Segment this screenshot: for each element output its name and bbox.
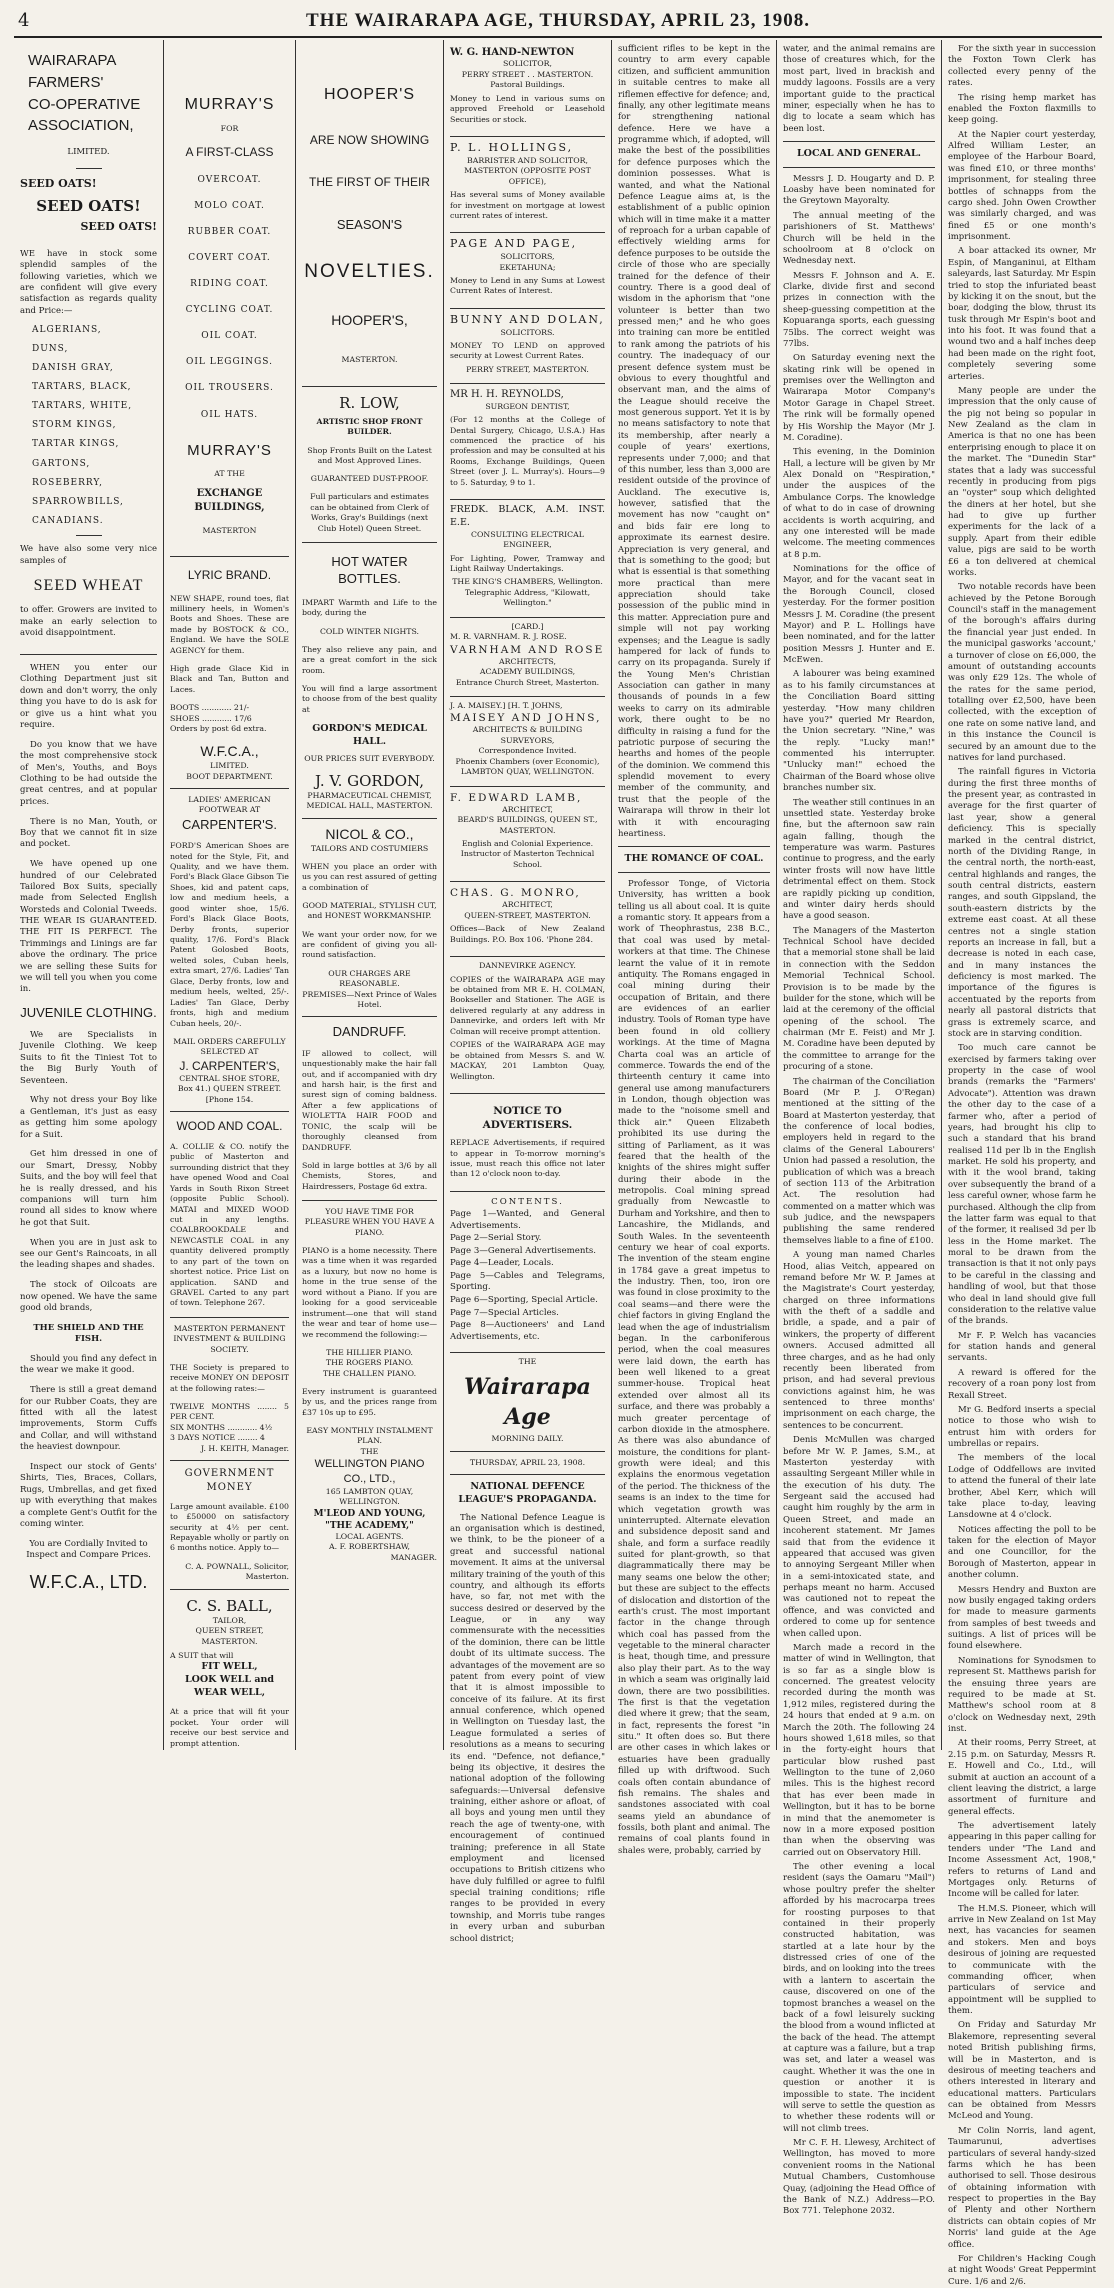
wairarapa-age-title: Wairarapa Age	[464, 1374, 591, 1430]
wheat-body: to offer. Growers are invited to make an early selection to avoid disappointment.	[20, 605, 157, 639]
local-paragraph: The Managers of the Masterton Technical School have decided that a memorial stone shall be laid in connection with the Seddon Memorial Technical School. Provision is to be made by the builder for the stone, which will be laid at the ceremony of the official opening of the school. The chairman (Mr E. Feist) and Mr J. M. Coradine have been deputed by the committee to arrange for the procuring of a stone.	[783, 925, 935, 1073]
org-line-3: CO-OPERATIVE	[28, 95, 141, 113]
news-paragraph: The advertisement lately appearing in this paper calling for tenders under "The Land and Income Assessment Act, 1908," refers to returns of Land and Mortgages only. Returns of Income will be called for later.	[948, 1821, 1096, 1900]
divider	[618, 872, 770, 873]
news-paragraph: The rising hemp market has enabled the Foxton flaxmills to keep going.	[948, 92, 1096, 126]
engineer: CONSULTING ELECTRICAL ENGINEER,	[471, 529, 584, 550]
contents-item: Page 4—Leader, Locals.	[450, 1258, 554, 1269]
dannevirke: DANNEVIRKE AGENCY.	[479, 961, 576, 971]
news-paragraph: At their rooms, Perry Street, at 2.15 p.m. on Saturday, Messrs R. E. Howell and Co., Ltd., will submit at auction an account of a client leaving the district, a large assortment of furniture and general effects.	[948, 1738, 1096, 1817]
lyric-body-2: High grade Glace Kid in Black and Tan, Button and Laces.	[170, 663, 289, 694]
hw-body: IMPART Warmth and Life to the body, during the	[302, 597, 437, 618]
copies-1: COPIES of the WAIRARAPA AGE may be obtained from MR E. H. COLMAN, Bookseller and Stationer. The AGE is delivered regularly at any address in Dannevirke, and orders left with Mr Colman will receive prompt attention.	[450, 974, 605, 1036]
news-paragraph: A reward is offered for the recovery of a roan pony lost from Rexall Street.	[948, 1367, 1096, 1401]
org-line-4: ASSOCIATION,	[28, 117, 134, 135]
coat-item: OVERCOAT.	[197, 175, 262, 186]
ad-hollings	[450, 136, 605, 226]
dust-proof: GUARANTEED DUST-PROOF.	[310, 474, 429, 484]
variety: CANADIANS.	[32, 515, 104, 526]
jcarpenters: J. CARPENTER'S,	[179, 1058, 280, 1073]
limited: LIMITED.	[67, 147, 110, 157]
masterton-label: MASTERTON	[202, 526, 257, 536]
now-showing: ARE NOW SHOWING	[309, 132, 430, 147]
coat-item: CYCLING COAT.	[185, 305, 274, 316]
local-paragraph: This evening, in the Dominion Hall, a lecture will be given by Mr Alex Donald on "Respiration," under the auspices of the Ambulance Corps. The knowledge of what to do in case of drowning accidents is worth acquiring, and any one interested will be made welcome. The meeting commences at 8 p.m.	[783, 447, 935, 560]
premises: PREMISES—Next Prince of Wales Hotel.	[302, 989, 437, 1009]
architects: ARCHITECTS,	[499, 656, 556, 666]
oilcoats-p2: Should you find any defect in the wear we make it good.	[20, 1354, 157, 1376]
ladies-footwear: LADIES' AMERICAN FOOTWEAR AT	[188, 795, 271, 815]
coat-item: RUBBER COAT.	[187, 227, 272, 238]
divider	[450, 1474, 605, 1475]
coat-item: OIL TROUSERS.	[185, 383, 274, 394]
surveyors: ARCHITECTS & BUILDING SURVEYORS,	[472, 725, 583, 745]
good-material: GOOD MATERIAL, STYLISH CUT, and HONEST WORKMANSHIP.	[302, 900, 437, 921]
local-paragraph: Mr C. F. H. Llewesy, Architect of Wellington, has moved to more convenient rooms in the National Mutual Chambers, Customhouse Quay, (adjoining the Head Office of the Bank of N.Z.) Address—P.O. Box 771. Telephone 2032.	[783, 2138, 935, 2217]
dandruff-body: IF allowed to collect, will unquestionably make the hair fall out, and if accompanied with dry and harsh hair, is the first and surest sign of coming baldness. After a few applications of WIOLETTA HAIR FOOD and TONIC, the scalp will be thoroughly cleansed from DANDRUFF.	[302, 1048, 437, 1152]
hot-water-heading: HOT WATER BOTTLES.	[331, 554, 408, 587]
news-paragraph: The members of the local Lodge of Oddfellows are invited to attend the funeral of their late brother, Abel Kerr, which will take place to-day, leaving Lansdowne at 4 o'clock.	[948, 1453, 1096, 1521]
pleasure-heading: YOU HAVE TIME FOR PLEASURE WHEN YOU HAVE A PIANO.	[304, 1206, 435, 1237]
gov-body: Large amount available. £100 to £50000 on satisfactory security at 4½ per cent. Repayable wholly or partly on 6 months notice. Apply to—	[170, 1501, 289, 1553]
romance-body: Professor Tonge, of Victoria University, has written a book telling us all about coal. It is quite a romantic story. It appears from a work of Theophrastus, 238 B.C., that coal was used by metal-workers at that time. The Chinese learnt the value of it in remote antiquity. The Romans engaged in coal mining during their occupation of Britain, and there are evidences of an earlier industry. Tools of Roman type have been found in old colliery workings. At the time of Magna Charta coal was an article of commerce. Towards the end of the thirteenth century it came into general use among manufacturers in London, though objection was made to the "noisome smell and thick air." Queen Elizabeth prohibited its use during the sitting of Parliament, as it was feared that the health of the knights of the shires might suffer during their abode in the metropolis. Coal mining spread gradually from Newcastle to Durham and Yorkshire, and then to Lancashire, the Midlands, and South Wales. In the seventeenth century we hear of coal exports. The invention of the steam engine in 1784 gave a great impetus to the industry. Then, too, iron ore was found in close proximity to the coal seams—and there were the chief factors in giving England the lead when the age of industrialism began. In the carboniferous period, when the coal measures were laid down, the earth has been well likened to a great summer-house. Tropical heat extended over almost all its surface, and there was probably a much greater percentage of carbon dioxide in the atmosphere. As there was also abundance of moisture, the conditions for plant-growth were ideal; and this explains the enormous vegetation of the period. The thickness of the seams is an index to the time for which vegetation growth was uninterrupted. Alternate elevation and subsidence deposit sand and shale, and form a surface readily suited for plant-growth, so that diagrammatically there may be many seams one below the other; but these are subject to the effects of dislocation and distortion of the earth's crust. The most important factor in the change through which coal has passed from the vegetable to the mineral character is heat, though time, and pressure also play their part. As to the way in which a seam was originally laid down, there are two possibilities. The first is that the vegetation died where it grew; that the seam, in fact, represents the forest "in situ." It often does so. But there are other cases in which lakes or estuaries have been gradually filled up with driftwood. Such coals often contain abundance of fish remains. The shales and sandstones associated with coal seams yield an abundance of fossils, both plant and animal. The remains of coal plants found in shales were, probably, carried by	[618, 878, 770, 1856]
tailors-costumiers: TAILORS AND COSTUMIERS	[310, 843, 429, 853]
hw-body-2: They also relieve any pain, and are a great comfort in the sick room.	[302, 644, 437, 675]
coat-item: OIL COAT.	[201, 331, 258, 342]
news-paragraph: For Children's Hacking Cough at night Woods' Great Peppermint Cure. 1/6 and 2/6.	[948, 2253, 1096, 2287]
hoopers-heading-2: HOOPER'S,	[331, 311, 408, 328]
variety: SPARROWBILLS,	[32, 496, 124, 507]
rlow-body-2: Full particulars and estimates can be obtained from Clerk of Works, Gray's Buildings (next Club Hotel) Queen Street.	[310, 492, 429, 533]
news-paragraph: Two notable records have been achieved by the Petone Borough Council's staff in the management of the borough's affairs during the financial year just ended. In the municipal gasworks 'account,' a turnover of close on £6,000, the amount of outstanding accounts was only £29 12s. The whole of the rates for the same period, totalling over £2,500, have been collected, with the exception of one rate on some native land, and in this instance the Council is secured by an amount due to the natives for land purchased.	[948, 582, 1096, 763]
wood-coal-heading: WOOD AND COAL.	[176, 1119, 283, 1134]
academy-buildings: ACADEMY BUILDINGS,	[479, 667, 576, 677]
look-well: LOOK WELL and	[184, 1674, 275, 1686]
hollings: P. L. HOLLINGS,	[450, 141, 574, 155]
the-label: THE	[518, 1357, 537, 1367]
society-body: THE Society is prepared to receive MONEY ON DEPOSIT at the following rates:—	[170, 1362, 289, 1393]
nicol-body: WHEN you place an order with us you can rest assured of getting a combination of	[302, 861, 437, 892]
mail-orders: MAIL ORDERS CAREFULLY SELECTED AT	[173, 1036, 286, 1057]
surgeon: SURGEON DENTIST,	[485, 401, 570, 411]
medical-hall: MEDICAL HALL, MASTERTON.	[306, 801, 433, 811]
government-money: GOVERNMENT MONEY	[184, 1468, 275, 1493]
juvenile-p3: Get him dressed in one of our Smart, Dressy, Nobby Suits, and the boy will feel that he is really dressed, and his companions will turn him round all sides to know where he got that Suit.	[20, 1149, 157, 1228]
notice-body: REPLACE Advertisements, if required to appear in To-morrow morning's issue, must reach this office not later than 12 o'clock noon to-day.	[450, 1138, 605, 1179]
clothing-p2: Do you know that we have the most comprehensive stock of Men's, Youths, and Boys Clothing to be had outside the great centres, and at popular prices.	[20, 739, 157, 807]
bunny-addr: PERRY STREET, MASTERTON.	[466, 364, 589, 374]
divider	[170, 556, 289, 557]
hoopers-heading: HOOPER'S	[323, 86, 416, 103]
fredk-body: For Lighting, Power, Tramway and Light Railway Undertakings.	[450, 553, 605, 573]
morning-daily: MORNING DAILY.	[491, 1434, 564, 1444]
varnham: VARNHAM AND ROSE	[450, 643, 605, 656]
wellington-piano: WELLINGTON PIANO CO., LTD.,	[314, 1458, 425, 1486]
post-note: Orders by post 6d extra.	[170, 723, 267, 733]
contents	[450, 1191, 605, 1346]
perry-street: PERRY STREET . . MASTERTON.	[461, 69, 594, 79]
pp-sub: SOLICITORS,	[500, 252, 555, 262]
gov-signature: C. A. POWNALL, Solicitor, Masterton.	[185, 1561, 289, 1582]
juvenile-p2: Why not dress your Boy like a Gentleman, it's just as easy as getting him some apology for a Suit.	[20, 1095, 157, 1140]
the-label: THE	[360, 1446, 379, 1456]
contents-heading: CONTENTS.	[491, 1196, 564, 1207]
seed-oats-1: SEED OATS!	[20, 177, 97, 191]
rlow-body: Shop Fronts Built on the Latest and Most Approved Lines.	[307, 445, 432, 465]
news-paragraph: Mr F. P. Welch has vacancies for station hands and general servants.	[948, 1330, 1096, 1364]
divider	[170, 788, 289, 789]
masthead	[14, 6, 1102, 38]
invite: You are Cordially Invited to Inspect and Compare Prices.	[26, 1538, 151, 1561]
ad-varnham	[450, 617, 605, 690]
paper-nameplate	[450, 1352, 605, 1945]
coat-item: RIDING COAT.	[190, 279, 269, 290]
ad-monro	[450, 881, 605, 950]
local-paragraph: The chairman of the Conciliation Board (Mr P. J. O'Regan) mentioned at the sitting of the Board at Masterton yesterday, that the conference of local bodies, employers held in regard to the claims of the General Labourers' Union had passed a resolution, the publication of which was a breach of section 113 of the Arbitration Act. The resolution had commented on a matter which was sub judice, and the newspapers publishing the same rendered themselves liable to a fine of £100.	[783, 1076, 935, 1246]
lyric-body: NEW SHAPE, round toes, flat millinery heels, in Women's Boots and Shoes. These are made by BOSTOCK & CO., England. We have the SOLE AGENCY for them.	[170, 593, 289, 655]
divider	[302, 542, 437, 543]
fit-well: FIT WELL,	[201, 1661, 258, 1673]
society-signature: J. H. KEITH, Manager.	[200, 1443, 289, 1453]
divider	[170, 1460, 289, 1461]
divider	[618, 846, 770, 847]
news-paragraph: At the Napier court yesterday, Alfred William Lester, an employee of the Harbour Board, was fined £10, or three months' imprisonment, for stealing three bottles of schnapps from the cargo shed. John Owen Crowther was similarly charged, and was fined £5 or one month's imprisonment.	[948, 129, 1096, 242]
bunny-sub: SOLICITORS.	[500, 327, 555, 337]
shirts-p: Inspect our stock of Gents' Shirts, Ties, Braces, Collars, Rugs, Umbrellas, and get fixed up with everything that makes a complete Gent's Outfit for the coming winter.	[20, 1462, 157, 1529]
charges: OUR CHARGES ARE REASONABLE.	[328, 968, 411, 989]
rlow-heading: R. LOW,	[339, 393, 400, 412]
page-number: 4	[18, 10, 30, 31]
news-paragraph: A boar attacked its owner, Mr Espin, of Manganinui, at Eltham saleyards, last Saturday. Mr Espin tried to stop the infuriated beast by kicking it on the snout, but the boar, dodging the blow, thrust its tusk through Mr Espin's boot and into his foot. It was found that a wound two and a half inches deep had been made on the right foot, completely severing some arteries.	[948, 246, 1096, 382]
telegraphic: Telegraphic Address, "Kilowatt, Wellington."	[464, 587, 591, 608]
coat-item: OIL LEGGINGS.	[185, 357, 274, 368]
seasons: SEASON'S	[336, 216, 403, 232]
oats-intro: WE have in stock some splendid samples of the following varieties, which we are confident will give every satisfaction as regards quality and Price:—	[20, 248, 157, 316]
boot-department: BOOT DEPARTMENT.	[186, 771, 273, 781]
oat-varieties	[20, 324, 157, 527]
lyric-brand: LYRIC BRAND.	[187, 568, 272, 583]
romance-continued: water, and the animal remains are those of creatures which, for the most part, lived in brackish and muddy lagoons. Fossils are a very important guide to the practical miner, especially when he has to dig to locate a seam which has been lost.	[783, 44, 935, 134]
monro-addr: QUEEN-STREET, MASTERTON.	[464, 910, 591, 920]
ad-lamb	[450, 786, 605, 876]
carpenters-heading: CARPENTER'S.	[182, 816, 277, 832]
divider	[170, 1589, 289, 1590]
local-paragraph: Messrs F. Johnson and A. E. Clarke, divide first and second prizes in connection with the sheep-guessing competition at the Kopuaranga sports, each guessing 75lbs. The correct weight was 77lbs.	[783, 270, 935, 349]
correspondence: Correspondence Invited.	[478, 746, 577, 756]
dandruff-body-2: Sold in large bottles at 3/6 by all Chemists, Stores, and Hairdressers, Postage 6d extra.	[302, 1160, 437, 1191]
piano-challen: THE CHALLEN PIANO.	[322, 1368, 417, 1378]
divider	[450, 1451, 605, 1452]
lamb: F. EDWARD LAMB,	[450, 791, 583, 804]
building-society: MASTERTON PERMANENT INVESTMENT & BUILDING SOCIETY.	[173, 1323, 286, 1354]
notice-heading: NOTICE TO ADVERTISERS.	[482, 1104, 573, 1132]
wfca-limited: LIMITED.	[210, 761, 249, 771]
seed-wheat: SEED WHEAT	[33, 577, 144, 595]
contents-item: Page 6—Sporting, Special Article.	[450, 1294, 598, 1305]
coat-list	[170, 174, 289, 420]
monro: CHAS. G. MONRO,	[450, 887, 581, 900]
fredk: FREDK. BLACK, A.M. INST. E.E.	[450, 504, 605, 528]
local-paragraph: A labourer was being examined as to his family circumstances at the Conciliation Board sitting yesterday. "How many children have you?" queried Mr Reardon, the Union secretary. "Nine," was the reply. "Lucky man!" commented his interrupter. "Unlucky man!" echoed the Chairman of the Board whose olive branches number six.	[783, 669, 935, 794]
divider	[302, 818, 437, 819]
coat-item: COVERT COAT.	[188, 253, 271, 264]
reynolds-body: (For 12 months at the College of Dental Surgery, Chicago, U.S.A.) Has commenced the practice of his profession and may be consulted at his Rooms, Exchange Buildings, Queen Street (over J. L. Murray's). Hours—9 to 5. Saturday, 9 to 1.	[450, 415, 605, 487]
leader-continued: sufficient rifles to be kept in the country to arm every capable citizen, and sufficient ammunition in suitable centres to make all riflemen effective for defence; and, finally, any other legitimate means for strengthening national defence. Here we have a programme which, if adopted, will make the best of the possibilities for defence purposes which the dominion possesses. What is wanted, and what the National Defence League aims at, is the establishment of a public opinion which will in time make it a matter of reproach for a urban capable of effectively wielding arms for defence purposes to be outside the circle of those who are specially trained for the defence of their country. There is a good deal of wisdom in the aphorism that "one volunteer is better than two pressed men;" and he who goes into training can more be entitled to rank among the patriots of his country. The inadequacy of our present defence system must be obvious to every thoughtful and observant man, and the aims of the League should receive the most generous support. Yet it is by no means satisfactory to note that its membership, after nearly a couple of years' exertions, represents under 7,000; and that of this number, less than 3,000 are resident outside of the province of Auckland. The executive is, however, satisfied that the movement has now "caught on" and bids fair ere long to approximate its earnest desire. Appreciation is very general, and that is something to the good; but what is essential is that something more practical than mere appreciation should take possession of the public mind in this matter. Appreciation pure and simple will not pay working expenses; and the League is sadly hampered for lack of funds to carry on its propaganda. Surely if the Young Men's Christian Association can gather in many thousands of pounds in a few weeks to carry on its admirable work, there ought to be no difficulty in raising a fund for the patriotic purpose of securing the hearths and homes of the people of the dominion. We commend this splendid movement to every member of the community, and trust that the people of the Wairarapa will throw in their lot with it with encouraging heartiness.	[618, 44, 770, 839]
piano-hillier: THE HILLIER PIANO.	[326, 1347, 413, 1357]
lamb-sub: ARCHITECT,	[502, 804, 553, 814]
news-paragraph: Mr Colin Norris, land agent, Taumarunui, advertises particulars of several handy-sized farms which he has been authorised to sell. Those desirous of obtaining information with respect to properties in the Bay of Plenty and other Northern districts can obtain copies of Mr Norris' land guide at the Age office.	[948, 2125, 1096, 2250]
murrays-heading-2: MURRAY'S	[187, 441, 272, 459]
seed-oats-2: SEED OATS!	[36, 197, 141, 216]
gordons-medical-hall: GORDON'S MEDICAL HALL.	[312, 722, 427, 747]
divider	[783, 167, 935, 168]
newspaper-page	[14, 6, 1102, 2287]
entrance: Entrance Church Street, Masterton.	[455, 677, 600, 687]
coat-item: MOLO COAT.	[194, 201, 265, 212]
lamb-body: English and Colonial Experience. Instructor of Masterton Technical School.	[460, 839, 595, 869]
kings-chambers: THE KING'S CHAMBERS, Wellington.	[452, 577, 603, 587]
robertshaw: A. F. ROBERTSHAW,	[329, 1542, 410, 1552]
news-paragraph: Nominations for Synodsmen to represent St. Matthews parish for the ensuing three years are required to be made at St. Matthew's school room at 8 o'clock on Wednesday next, 29th inst.	[948, 1655, 1096, 1734]
ad-dannevirke	[450, 956, 605, 1087]
divider	[170, 1317, 289, 1318]
divider	[783, 141, 935, 142]
local-paragraph: A young man named Charles Hood, alias Veitch, appeared on remand before Mr W. P. James at the Magistrate's Court yesterday, charged on three informations with the theft of a saddle and bridle, a spade, and a pair of winkers, the property of different owners. Accused admitted all three charges, and as he had only recently been liberated from prison, and had several previous convictions against him, he was sentenced to three months' imprisonment on each charge, the sentences to be concurrent.	[783, 1250, 935, 1431]
ad-page	[450, 232, 605, 301]
news-paragraph: Many people are under the impression that the only cause of the pig not being so popular in New Zealand as the clam in America is that no one has been enterprising enough to place it on the market. The "Dunedin Star" states that a lady was successful recently in producing from pigs an "oyster" soup which delighted the diners at her hotel, but she had to give up further experiments for the lack of a supply. Apart from their edible value, pigs are said to be worth £6 a ton delivered at chemical works.	[948, 385, 1096, 578]
nicol-heading: NICOL & CO.,	[325, 825, 414, 842]
copies-2: COPIES of the WAIRARAPA AGE may be obtained from Messrs S. and W. MACKAY, 201 Lambton Quay, Wellington.	[450, 1040, 605, 1081]
rate-3: 3 DAYS NOTICE ........ 4	[170, 1433, 265, 1443]
clothing-p4: We have opened up one hundred of our Celebrated Tailored Box Suits, specially made from Selected English Worsteds and Colonial Tweeds. THE WEAR IS GUARANTEED. THE FIT IS PERFECT. The Trimmings and Linings are far above the ordinary. The price we are selling these Suits for we will tell you when you come in.	[20, 859, 157, 995]
variety: STORM KINGS,	[32, 420, 117, 431]
hollings-sub: BARRISTER AND SOLICITOR,	[467, 155, 588, 165]
column-news-briefs	[942, 40, 1102, 2287]
contents-item: Page 3—General Advertisements.	[450, 1245, 597, 1256]
variety: TARTAR KINGS,	[32, 439, 120, 450]
news-briefs	[948, 44, 1096, 2288]
box-line: Box 41.) QUEEN STREET. [Phone 154.	[177, 1084, 282, 1104]
boots-price: BOOTS ............ 21/-	[170, 703, 250, 713]
card-label: [CARD.]	[511, 621, 544, 631]
variety: TARTARS, BLACK,	[32, 382, 132, 393]
coat-item: OIL HATS.	[200, 409, 259, 420]
ball-body: At a price that will fit your pocket. Your order will receive our best service and prompt attention.	[170, 1707, 289, 1748]
seed-oats-3: SEED OATS!	[80, 220, 157, 234]
at-the: AT THE	[214, 468, 245, 478]
hn-body: Money to Lend in various sums on approved Freehold or Leasehold Securities or stock.	[450, 93, 605, 124]
beards: BEARD'S BUILDINGS, QUEEN ST., MASTERTON.	[457, 815, 598, 835]
local-agents: LOCAL AGENTS.	[335, 1531, 404, 1541]
cold-nights: COLD WINTER NIGHTS.	[319, 626, 420, 636]
novelties: NOVELTIES.	[304, 261, 435, 283]
divider	[20, 654, 157, 655]
monro-sub: ARCHITECT,	[502, 900, 553, 910]
local-general-title: LOCAL AND GENERAL.	[796, 148, 921, 159]
local-paragraph: March made a record in the matter of wind in Wellington, that is so far as a single blow is concerned. The greatest velocity recorded during the month was 1,912 miles, registered during the 24 hours that ended at 9 a.m. on March the 20th. The following 24 hours showed 1,618 miles, so that in the forty-eight hours that particular blow rushed past Wellington to the tune of 2,060 miles. This is the highest record that has ever been made in Wellington, but it has to be borne in mind that the anemometer is now in a more exposed position than when the observing was carried out on Observatory Hill.	[783, 1642, 935, 1858]
ford-body: FORD'S American Shoes are noted for the Style, Fit, and Quality, and we have them. Ford's Black Glace Gibson Tie Shoes, kid and patent caps, low and medium heels, a good winter shoe, 15/6. Ford's Black Glace Boots, Derby fronts, superior quality, 17/6. Ford's Black Patent Golosbed Boots, welted soles, Cuban heels, extra smart, 27/6. Ladies' Tan Glace, Derby fronts, low and medium heels, welted, 25/-. Ladies' Tan Glace, Derby fronts, high and medium Cuban heels, 20/-.	[170, 841, 289, 1028]
clothing-p1: WHEN you enter our Clothing Department just sit down and don't worry, the only thing you have to do is ask for or give us a hint what you require.	[20, 663, 157, 730]
pastoral: Pastoral Buildings.	[490, 80, 565, 90]
csball-heading: C. S. BALL,	[186, 1596, 273, 1615]
oilcoats-p: The stock of Oilcoats are now opened. We have the same good old brands,	[20, 1280, 157, 1313]
divider	[302, 1200, 437, 1201]
central-shoe-store: CENTRAL SHOE STORE,	[179, 1073, 280, 1083]
divider	[76, 535, 102, 536]
local-paragraph: Messrs J. D. Hougarty and D. P. Loasby have been nominated for the Greytown Mayoralty.	[783, 173, 935, 207]
suit-line: A SUIT that will	[170, 1650, 234, 1660]
wood-body: A. COLLIE & CO. notify the public of Masterton and surrounding district that they have opened Wood and Coal Yards in South Rixon Street (opposite Public School). MATAI and MIXED WOOD cut in any lengths. COALBROOKDALE and NEWCASTLE COAL in any quantity delivered promptly to any part of the town on shortest notice. Price List on application. SAND and GRAVEL Carted to any part of town. Telephone 267.	[170, 1141, 289, 1308]
easy-monthly: EASY MONTHLY INSTALMENT PLAN.	[306, 1425, 433, 1446]
divider	[170, 1111, 289, 1112]
prices-suit: OUR PRICES SUIT EVERYBODY.	[304, 754, 435, 764]
juvenile-p4: When you are in just ask to see our Gent's Raincoats, in all the leading shapes and shades.	[20, 1237, 157, 1271]
news-paragraph: Messrs Hendry and Buxton are now busily engaged taking orders for made to measure garments from samples of best tweeds and suitings. A list of prices will be found elsewhere.	[948, 1584, 1096, 1652]
contents-item: Page 8—Auctioneers' and Land Advertisements, etc.	[450, 1320, 605, 1342]
piano-body: PIANO is a home necessity. There was a time when it was regarded as a luxury, but now no home is home in the true sense of the word without a Piano. If you are looking for a good serviceable instrument—one that will stand the wear and tear of home use—we recommend the following:—	[302, 1246, 437, 1339]
chemist: PHARMACEUTICAL CHEMIST,	[307, 790, 432, 800]
mleod-young: M'LEOD AND YOUNG, "THE ACADEMY,"	[313, 1508, 426, 1531]
column-local-general	[777, 40, 942, 2217]
variety: GARTONS,	[32, 458, 91, 469]
ad-hand-newton	[450, 44, 605, 130]
contents-item: Page 1—Wanted, and General Advertisements.	[450, 1209, 605, 1231]
clothing-p3: There is no Man, Youth, or Boy that we cannot fit in size and pocket.	[20, 816, 157, 850]
piano-rogers: THE ROGERS PIANO.	[325, 1358, 414, 1368]
maisey: MAISEY AND JOHNS,	[450, 712, 602, 725]
divider	[76, 168, 102, 169]
dateline: THURSDAY, APRIL 23, 1908.	[469, 1457, 586, 1467]
local-paragraphs	[783, 174, 935, 2218]
variety: DUNS,	[32, 344, 69, 355]
org-line-2: FARMERS'	[28, 73, 104, 91]
variety: ROSEBERRY,	[32, 477, 103, 488]
contents-item: Page 7—Special Articles.	[450, 1307, 559, 1318]
shoes-price: SHOES ............ 17/6	[170, 713, 252, 723]
contents-item: Page 5—Cables and Telegrams, Sporting.	[450, 1270, 605, 1293]
local-paragraph: Nominations for the office of Mayor, and for the vacant seat in the Borough Council, closed yesterday. For the former position Messrs J. M. Coradine (the present Mayor) and P. L. Hollings have been nominated, and for the latter position Messrs J. Hunter and E. McEwen.	[783, 564, 935, 666]
romance-title: THE ROMANCE OF COAL.	[624, 853, 764, 865]
juvenile-heading: JUVENILE CLOTHING.	[20, 1005, 157, 1021]
manager: MANAGER.	[390, 1552, 437, 1562]
masthead-title: THE WAIRARAPA AGE, THURSDAY, APRIL 23, 1908.	[306, 10, 810, 31]
news-paragraph: On Friday and Saturday Mr Blakemore, representing several noted British publishing firms, will be in Masterton, and is desirous of meeting teachers and others interested in literary and educational matters. Particulars can be obtained from Messrs McLeod and Young.	[948, 2020, 1096, 2122]
news-paragraph: Too much care cannot be exercised by farmers taking over property in the case of wool brands (remarks the "Farmers' Advocate"). Attention was drawn the other day to the case of a farmer who, after a period of years, had brought his clip to such a standard that his brand realised 11d per lb in the English market. He sold his property, and with it the wool brand, taking over subsequently the brand of a less careful owner, whose farm he purchased. Although the clip from the latter farm was equal to that of the former, it realised 3d per lb less in the Home market. The moral to be drawn from the transaction is that it not only pays to be careful in the classing and handling of wool, but that those who deal in land should give full consideration to the relative value of the brands.	[948, 1043, 1096, 1327]
wfca-heading: W.F.C.A.,	[200, 743, 259, 760]
pp-body: Money to Lend in any Sums at Lowest Current Rates of Interest.	[450, 275, 605, 296]
column-murrays	[164, 40, 296, 1750]
ad-bunny	[450, 308, 605, 377]
tailor-label: TAILOR,	[212, 1615, 247, 1625]
divider	[302, 1016, 437, 1017]
bunny: BUNNY AND DOLAN,	[450, 312, 605, 326]
varnham-names: M. R. VARNHAM. R. J. ROSE.	[450, 632, 567, 642]
monro-body: Offices—Back of New Zealand Buildings. P.O. Box 106. 'Phone 284.	[450, 924, 605, 944]
wfca-footer: W.F.C.A., LTD.	[29, 1572, 148, 1593]
local-paragraph: Denis McMullen was charged before Mr W. P. James, S.M., at Masterton yesterday with assaulting Sergeant Miller while in the execution of his duty. The Sergeant said the accused had caught him roughly by the arm in Queen Street, and made an incoherent statement. Mr James said that from the evidence it appeared that accused was given to annoying Sergeant Miller when in a semi-intoxicated state, and perhaps meant no harm. Accused was cautioned not to repeat the offence, and was convicted and ordered to come up for sentence when called upon.	[783, 1435, 935, 1639]
masterton-label: MASTERTON.	[341, 355, 398, 365]
hollings-addr: MASTERTON (OPPOSITE POST OFFICE),	[464, 166, 591, 186]
variety: TARTARS, WHITE,	[32, 401, 133, 412]
rlow-sub: ARTISTIC SHOP FRONT BUILDER.	[316, 416, 423, 437]
murrays-heading: MURRAY'S	[184, 96, 275, 113]
pagepage: PAGE AND PAGE,	[450, 237, 578, 251]
maisey-names: J. A. MAISEY.] [H. T. JOHNS,	[450, 700, 563, 710]
jvgordon: J. V. GORDON,	[315, 771, 424, 790]
variety: DANISH GRAY,	[32, 363, 114, 374]
local-paragraph: The weather still continues in an unsettled state. Yesterday broke fine, but the afternoon saw rain again falling, though the temperature was warm. Pastures continue to progress, and the early winter frosts will now have little detrimental effect on them. Stock are rapidly picking up condition, and winter dairy herds should have a good season.	[783, 797, 935, 922]
hollings-body: Has several sums of Money available for investment on mortgage at lowest current rates of interest.	[450, 190, 605, 220]
ad-maisey	[450, 696, 605, 780]
notice-advertisers	[450, 1093, 605, 1185]
bunny-body: MONEY TO LEND on approved security at Lowest Current Rates.	[450, 341, 605, 361]
columns	[14, 40, 1102, 2287]
wear-well: WEAR WELL,	[193, 1686, 266, 1698]
wheat-intro: We have also some very nice samples of	[20, 544, 157, 566]
reynolds: MR H. H. REYNOLDS,	[450, 389, 564, 401]
shield-fish: THE SHIELD AND THE FISH.	[33, 1322, 144, 1345]
first-of-their: THE FIRST OF THEIR	[309, 174, 430, 189]
local-paragraph: The other evening a local resident (says the Oamaru "Mail") whose poultry prefer the shelter afforded by his macrocarpa trees for roosting purposes to that contained in their properly constructed habitation, was startled at a late hour by the distressed cries of one of the birds, and on looking into the trees with a lantern to ascertain the cause, discovered on one of the topmost branches a weasel on the back of a fowl leisurely sucking the blood from a wound inflicted at the back of the head. The attempt at capture was a failure, but a trap was set, and later a weasel was caught. Whether it was the one in question or another it is impossible to state. The incident will serve to settle the question as to whether these rodents will or will not climb trees.	[783, 1862, 935, 2134]
column-farmers-association	[14, 40, 164, 1750]
news-paragraph: For the sixth year in succession the Foxton Town Clerk has collected every penny of the rates.	[948, 44, 1096, 89]
divider	[302, 386, 437, 387]
rate-2: SIX MONTHS ............ 4½	[170, 1422, 273, 1432]
column-professional-cards	[444, 40, 612, 1944]
juvenile-p1: We are Specialists in Juvenile Clothing. We keep Suits to fit the Tiniest Tot to the Big Burly Youth of Seventeen.	[20, 1030, 157, 1086]
first-class: A FIRST-CLASS	[185, 145, 274, 160]
exchange-buildings: EXCHANGE BUILDINGS,	[194, 488, 265, 513]
news-paragraph: Mr G. Bedford inserts a special notice to those who wish to entrust him with orders for umbrellas or repairs.	[948, 1404, 1096, 1449]
leader-body: The National Defence League is an organisation which is destined, we think, to be the pioneer of a great and successful national movement. It aims at the universal military training of the youth of this country, and although its efforts have, so far, not met with the success desired or deserved by the League, or in any way commensurate with the necessities of the dominion, there can be little doubt of its ultimate success. The advantages of the movement are so patent from every point of view that it is almost impossible to conceive of its failure. At its first annual conference, which opened in Wellington on Tuesday last, the League formulated a series of resolutions as a means to securing its end. "Defence, not defiance," being its objective, it desires the national adoption of the following safeguards:—Universal defensive training, either ashore or afloat, of all boys and young men until they reach the age of twenty-one, with encouragement of continued training; preference in all State employment and licensed occupations to British citizens who have duly fulfilled or agree to fulfil special training conditions; rifle ranges to be provided in every township, and Morris tube ranges in every urban and suburban school district;	[450, 1512, 605, 1944]
eketahuna: EKETAHUNA;	[499, 262, 556, 272]
queen-street: QUEEN STREET, MASTERTON.	[195, 1626, 264, 1646]
column-editorial	[612, 40, 777, 1856]
ad-fredk-black	[450, 499, 605, 611]
leader-title: NATIONAL DEFENCE LEAGUE'S PROPAGANDA.	[458, 1481, 597, 1506]
solicitor: SOLICITOR,	[503, 59, 552, 69]
ad-reynolds	[450, 383, 605, 493]
column-hoopers	[296, 40, 444, 1750]
news-paragraph: The rainfall figures in Victoria during the first three months of the present year, as contrasted in average for the first quarter of last year, show a general deficiency. This is specially marked in the central district, north of the Dividing Range, in the central north, the north-east, central highlands and ranges, the south central districts, eastern ranges, and south Gippsland, the south-eastern districts by the extreme east coast. At all these centres not a single station reports an increase in fall, but a decrease is noted in each case, and in many instances the deficiency is most marked. The importance of the figures is accentuated by the reports from nearly all pastoral districts that grass is extremely scarce, and stock are in starving condition.	[948, 767, 1096, 1039]
hw-body-3: You will find a large assortment to choose from of the best quality at	[302, 683, 437, 714]
org-line-1: WAIRARAPA	[28, 52, 117, 69]
rate-1: TWELVE MONTHS ........ 5 PER CENT.	[170, 1401, 289, 1422]
rubber-p: There is still a great demand for our Rubber Coats, they are fitted with all the latest improvements, Storm Cuffs and Collar, and will withstand the heaviest downpour.	[20, 1385, 157, 1453]
local-paragraph: The annual meeting of the parishioners of St. Matthews' Church will be held in the schoolroom at 8 o'clock on Wednesday next.	[783, 210, 935, 267]
for-label: FOR	[220, 123, 239, 133]
piano-guarantee: Every instrument is guaranteed by us, and the prices range from £37 10s up to £95.	[302, 1386, 437, 1417]
lambton-quay: 165 LAMBTON QUAY, WELLINGTON.	[325, 1486, 414, 1507]
dandruff-heading: DANDRUFF.	[332, 1024, 407, 1040]
news-paragraph: Notices affecting the poll to be taken for the election of Mayor and one Councillor, for the Borough of Masterton, appear in another column.	[948, 1524, 1096, 1581]
news-paragraph: The H.M.S. Pioneer, which will arrive in New Zealand on 1st May next, has vacancies for seamen and stokers. Men and boys desirous of joining are requested to communicate with the commanding officer, when particulars of service and appointment will be supplied to them.	[948, 1903, 1096, 2016]
local-paragraph: On Saturday evening next the skating rink will be opened in premises over the Wellington and Wairarapa Motor Company's Motor Garage in Chapel Street. The rink will be formally opened by His Worship the Mayor (Mr J. M. Coradine).	[783, 353, 935, 443]
nicol-body-2: We want your order now, for we are confident of giving you all-round satisfaction.	[302, 929, 437, 960]
contents-item: Page 2—Serial Story.	[450, 1233, 542, 1244]
handnewton: W. G. HAND-NEWTON	[450, 47, 575, 58]
variety: ALGERIANS,	[32, 325, 102, 336]
phoenix: Phoenix Chambers (over Economic), LAMBTON QUAY, WELLINGTON.	[455, 756, 600, 777]
